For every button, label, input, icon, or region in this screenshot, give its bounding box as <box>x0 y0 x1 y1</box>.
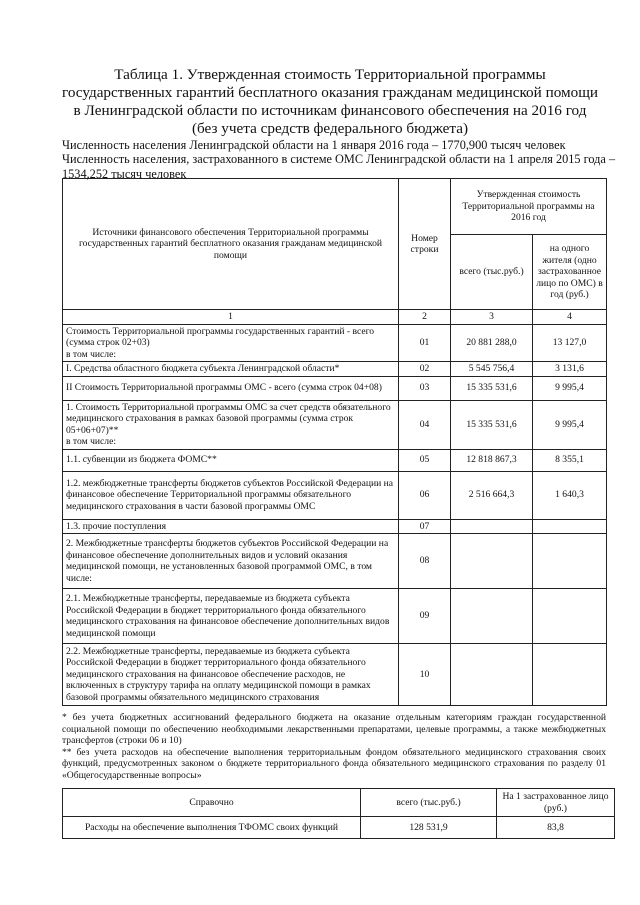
row-total: 15 335 531,6 <box>451 376 533 400</box>
row-number: 03 <box>399 376 451 400</box>
row-label: 1.1. субвенции из бюджета ФОМС** <box>63 449 399 471</box>
table-row <box>63 362 607 377</box>
row-per-capita <box>533 519 607 534</box>
row-number: 05 <box>399 449 451 471</box>
reference-per: 83,8 <box>497 817 615 839</box>
row-number: 01 <box>399 324 451 362</box>
cost-table <box>62 178 607 706</box>
footnote-2: ** без учета расходов на обеспечение выполнения территориальным фондом обязательного медицинского страхования своих функций, предусмотренных законом о бюджете территориального фонда обязательного медицинского страхования по разделу 01 «Общегосударственные вопросы» <box>62 746 606 781</box>
row-per-capita: 3 131,6 <box>533 362 607 377</box>
table-row <box>63 644 607 706</box>
reference-header-per: На 1 застрахованное лицо (руб.) <box>497 789 615 817</box>
table-row <box>63 589 607 644</box>
row-total: 12 818 867,3 <box>451 449 533 471</box>
row-total: 5 545 756,4 <box>451 362 533 377</box>
row-number: 04 <box>399 400 451 449</box>
row-total: 2 516 664,3 <box>451 471 533 519</box>
table-row <box>63 534 607 589</box>
reference-table <box>62 788 615 839</box>
footnote-1: * без учета бюджетных ассигнований федерального бюджета на оказание отдельным категориям граждан государственной социальной помощи по обеспечению необходимыми лекарственными препаратами, целевые программы, а также межбюджетных трансфертов (строки 06 и 10) <box>62 712 606 746</box>
row-label: 1.3. прочие поступления <box>63 519 399 534</box>
row-per-capita <box>533 589 607 644</box>
row-per-capita: 13 127,0 <box>533 324 607 362</box>
row-label: 2.2. Межбюджетные трансферты, передаваемые из бюджета субъекта Российской Федерации в бюджет территориального фонда обязательного медицинского страхования на финансовое обеспечение расходов, не включенных в структуру тарифа на оплату медицинской помощи в рамках базовой программы обязательного медицинского страхования <box>63 644 399 706</box>
header-per-capita: на одного жителя (одно застрахованное лицо по ОМС) в год (руб.) <box>533 235 607 310</box>
row-label: II Стоимость Территориальной программы ОМС - всего (сумма строк 04+08) <box>63 376 399 400</box>
row-number: 08 <box>399 534 451 589</box>
row-number: 07 <box>399 519 451 534</box>
row-total <box>451 519 533 534</box>
header-total: всего (тыс.руб.) <box>451 235 533 310</box>
row-per-capita <box>533 644 607 706</box>
row-per-capita: 8 355,1 <box>533 449 607 471</box>
row-number: 06 <box>399 471 451 519</box>
reference-total: 128 531,9 <box>361 817 497 839</box>
row-label: Стоимость Территориальной программы государственных гарантий - всего (сумма строк 02+03) в том числе: <box>63 324 399 362</box>
row-number: 10 <box>399 644 451 706</box>
row-total <box>451 589 533 644</box>
row-label: 1.2. межбюджетные трансферты бюджетов субъектов Российской Федерации на финансовое обеспечение Территориальной программы обязательного медицинского страхования в части базовой программы ОМС <box>63 471 399 519</box>
header-row-number: Номер строки <box>399 179 451 310</box>
population-total: Численность населения Ленинградской области на 1 января 2016 года – 1770,900 тысяч человек <box>62 138 566 152</box>
footnotes <box>62 712 606 781</box>
column-index: 3 <box>451 310 533 325</box>
row-total <box>451 644 533 706</box>
row-label: 2.1. Межбюджетные трансферты, передаваемые из бюджета субъекта Российской Федерации в бюджет территориального фонда обязательного медицинского страхования на финансовое обеспечение дополнительных видов медицинской помощи <box>63 589 399 644</box>
row-number: 02 <box>399 362 451 377</box>
reference-label: Расходы на обеспечение выполнения ТФОМС своих функций <box>63 817 361 839</box>
row-label: 1. Стоимость Территориальной программы ОМС за счет средств обязательного медицинского страхования в рамках базовой программы (сумма строк 05+06+07)** в том числе: <box>63 400 399 449</box>
table-row <box>63 449 607 471</box>
table-row <box>63 400 607 449</box>
header-approved-cost: Утвержденная стоимость Территориальной программы на 2016 год <box>451 179 607 235</box>
row-per-capita: 9 995,4 <box>533 400 607 449</box>
page-title: Таблица 1. Утвержденная стоимость Территориальной программы государственных гарантий бесплатного оказания гражданам медицинской помощи в Ленинградской области по источникам финансового обеспечения на 2016 год (без учета средств федерального бюджета) <box>61 66 599 137</box>
reference-header-total: всего (тыс.руб.) <box>361 789 497 817</box>
table-row <box>63 324 607 362</box>
row-total: 20 881 288,0 <box>451 324 533 362</box>
row-total <box>451 534 533 589</box>
row-per-capita <box>533 534 607 589</box>
row-label: 2. Межбюджетные трансферты бюджетов субъектов Российской Федерации на финансовое обеспечение дополнительных видов и условий оказания медицинской помощи, не установленных базовой программой ОМС, в том числе: <box>63 534 399 589</box>
row-per-capita: 1 640,3 <box>533 471 607 519</box>
reference-header-label: Справочно <box>63 789 361 817</box>
column-index: 1 <box>63 310 399 325</box>
table-row <box>63 376 607 400</box>
header-source: Источники финансового обеспечения Территориальной программы государственных гарантий бесплатного оказания гражданам медицинской помощи <box>63 179 399 310</box>
population-insured: Численность населения, застрахованного в системе ОМС Ленинградской области на 1 апреля 2015 года – 1534,252 тысяч человек <box>62 152 616 181</box>
row-label: I. Средства областного бюджета субъекта Ленинградской области* <box>63 362 399 377</box>
column-index-row <box>63 310 607 325</box>
column-index: 4 <box>533 310 607 325</box>
row-total: 15 335 531,6 <box>451 400 533 449</box>
table-row <box>63 519 607 534</box>
column-index: 2 <box>399 310 451 325</box>
row-number: 09 <box>399 589 451 644</box>
row-per-capita: 9 995,4 <box>533 376 607 400</box>
table-row <box>63 471 607 519</box>
